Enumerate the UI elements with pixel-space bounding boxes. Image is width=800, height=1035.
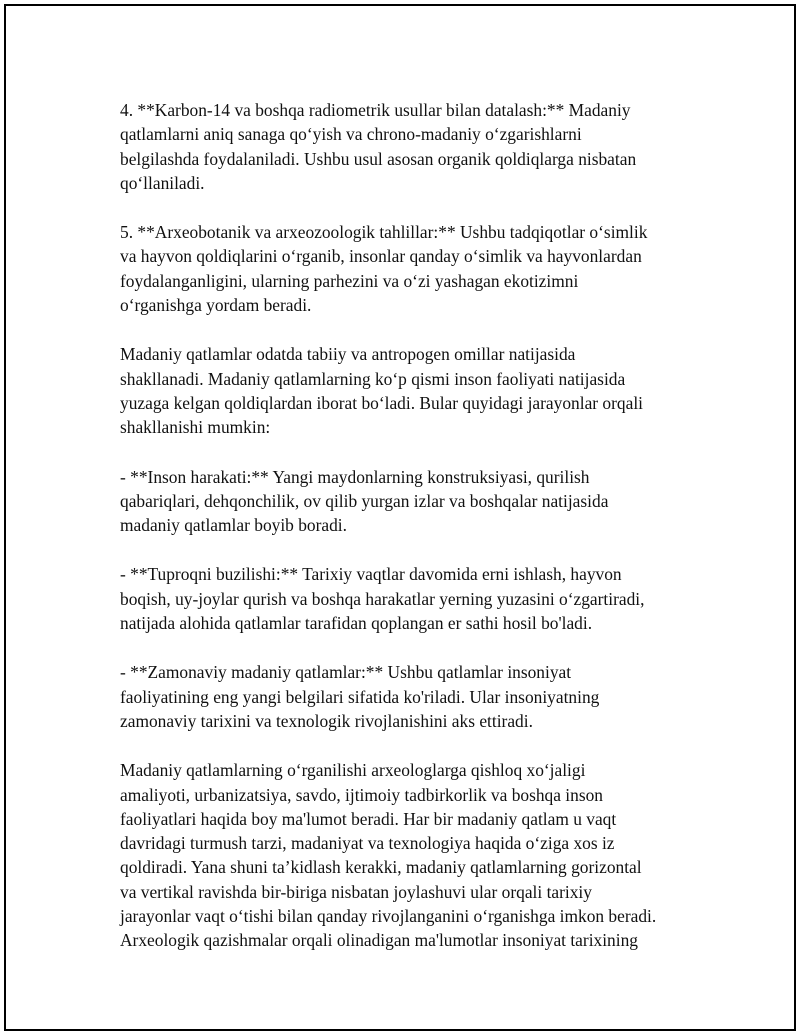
text-line: belgilashda foydalaniladi. Ushbu usul asosan organik qoldiqlarga nisbatan bbox=[120, 148, 637, 169]
paragraph-study-significance bbox=[120, 758, 700, 952]
text-line: - **Inson harakati:** Yangi maydonlarning konstruksiyasi, qurilish bbox=[120, 466, 590, 487]
text-line: 4. **Karbon-14 va boshqa radiometrik usullar bilan datalash:** Madaniy bbox=[120, 100, 631, 120]
text-line: o‘rganishga yordam beradi. bbox=[120, 295, 312, 316]
text-line: zamonaviy tarixini va texnologik rivojlanishini aks ettiradi. bbox=[120, 710, 533, 731]
text-line: natijada alohida qatlamlar tarafidan qoplangan er sathi hosil bo'ladi. bbox=[120, 613, 593, 634]
text-line: qo‘llaniladi. bbox=[120, 172, 205, 193]
text-line: davridagi turmush tarzi, madaniyat va texnologiya haqida o‘ziga xos iz bbox=[120, 833, 615, 854]
text-line: Arxeologik qazishmalar orqali olinadigan ma'lumotlar insoniyat tarixining bbox=[120, 930, 638, 951]
text-line: amaliyoti, urbanizatsiya, savdo, ijtimoiy tadbirkorlik va boshqa inson bbox=[120, 784, 603, 805]
text-line: Madaniy qatlamlar odatda tabiiy va antropogen omillar natijasida bbox=[120, 344, 576, 365]
paragraph-cultural-layers-formation bbox=[120, 342, 700, 439]
text-line: foydalanganligini, ularning parhezini va o‘zi yashagan ekotizimni bbox=[120, 270, 579, 291]
text-line: va vertikal ravishda bir-biriga nisbatan joylashuvi ular orqali tarixiy bbox=[120, 881, 592, 902]
paragraph-soil-disturbance bbox=[120, 562, 700, 635]
text-line: jarayonlar vaqt o‘tishi bilan qanday rivojlanganini o‘rganishga imkon beradi. bbox=[120, 906, 657, 927]
paragraph-radiocarbon-dating bbox=[120, 98, 700, 195]
text-line: shakllanishi mumkin: bbox=[120, 417, 271, 438]
text-line: faoliyatlari haqida boy ma'lumot beradi. Har bir madaniy qatlam u vaqt bbox=[120, 808, 617, 829]
text-line: boqish, uy-joylar qurish va boshqa harakatlar yerning yuzasini o‘zgartiradi, bbox=[120, 588, 645, 609]
document-page bbox=[4, 4, 796, 1031]
text-line: - **Tuproqni buzilishi:** Tarixiy vaqtlar davomida erni ishlash, hayvon bbox=[120, 564, 622, 585]
text-line: faoliyatining eng yangi belgilari sifatida ko'riladi. Ular insoniyatning bbox=[120, 686, 600, 707]
text-line: shakllanadi. Madaniy qatlamlarning ko‘p qismi inson faoliyati natijasida bbox=[120, 368, 626, 389]
paragraph-human-activity bbox=[120, 465, 700, 538]
paragraph-archaeobotany bbox=[120, 220, 700, 317]
text-line: Madaniy qatlamlarning o‘rganilishi arxeologlarga qishloq xo‘jaligi bbox=[120, 760, 586, 781]
text-line: yuzaga kelgan qoldiqlardan iborat bo‘ladi. Bular quyidagi jarayonlar orqali bbox=[120, 392, 643, 413]
text-line: va hayvon qoldiqlarini o‘rganib, insonlar qanday o‘simlik va hayvonlardan bbox=[120, 246, 642, 267]
text-line: 5. **Arxeobotanik va arxeozoologik tahlillar:** Ushbu tadqiqotlar o‘simlik bbox=[120, 222, 648, 243]
text-line: qatlamlarni aniq sanaga qo‘yish va chrono-madaniy o‘zgarishlarni bbox=[120, 124, 582, 145]
text-line: madaniy qatlamlar boyib boradi. bbox=[120, 515, 347, 536]
text-line: - **Zamonaviy madaniy qatlamlar:** Ushbu qatlamlar insoniyat bbox=[120, 662, 572, 683]
text-line: qabariqlari, dehqonchilik, ov qilib yurgan izlar va boshqalar natijasida bbox=[120, 490, 609, 511]
paragraph-modern-layers bbox=[120, 660, 700, 733]
text-line: qoldiradi. Yana shuni ta’kidlash kerakki, madaniy qatlamlarning gorizontal bbox=[120, 857, 642, 878]
document-body bbox=[120, 98, 700, 978]
